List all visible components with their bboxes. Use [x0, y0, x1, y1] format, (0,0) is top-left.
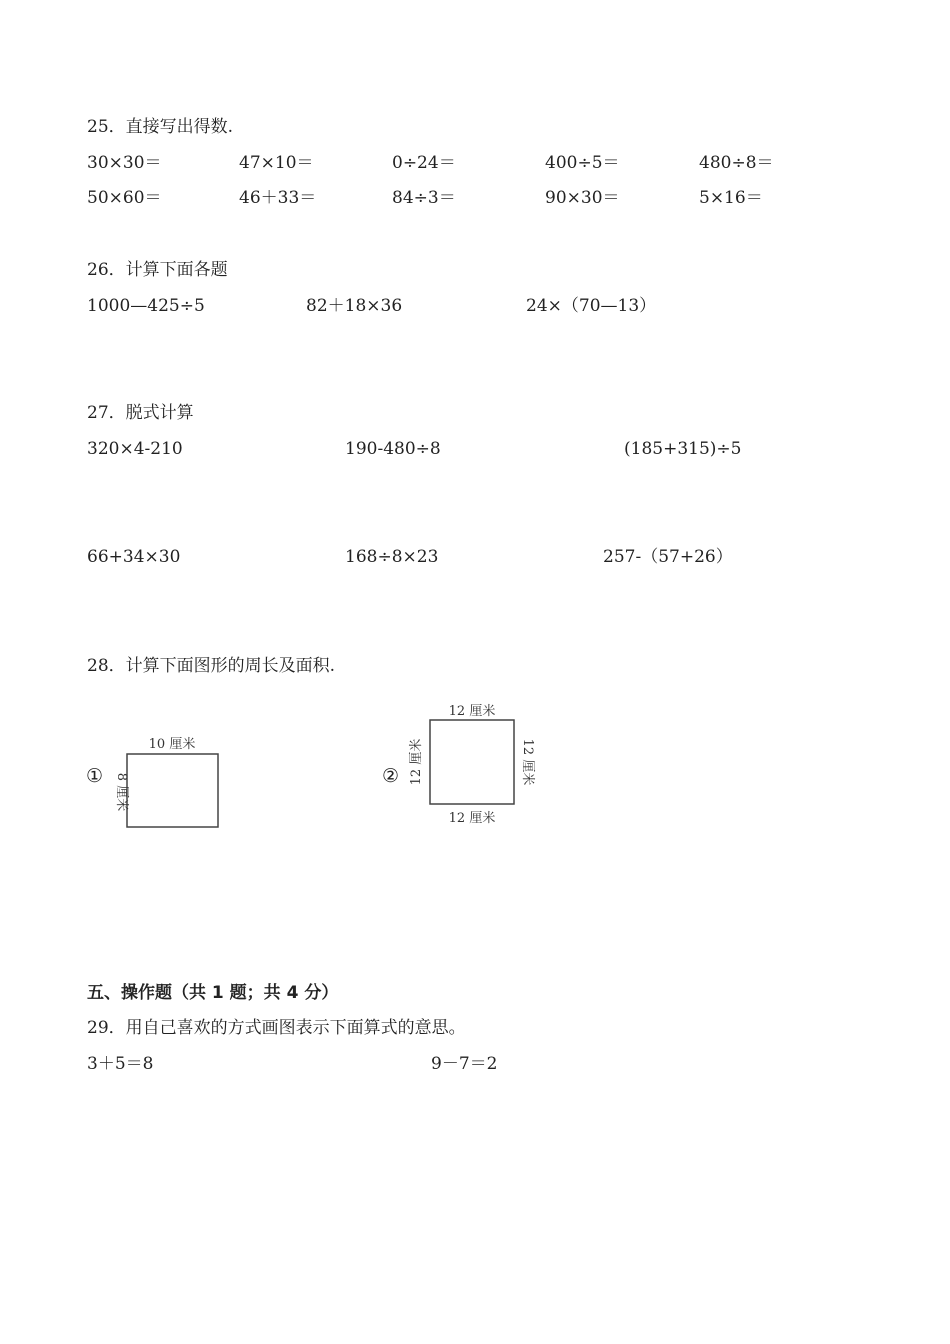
- q25-r1-c1: 30×30＝: [87, 153, 162, 173]
- q27-r1-c1: 320×4-210: [87, 439, 183, 459]
- fig1-marker: ①: [86, 765, 104, 787]
- q26-item-2: 82＋18×36: [306, 296, 403, 316]
- fig1-rectangle: [127, 754, 218, 827]
- fig2-right-label: 12 厘米: [520, 738, 535, 786]
- q28-title: 28．计算下面图形的周长及面积.: [87, 656, 336, 676]
- q25-r2-c4: 90×30＝: [545, 188, 620, 208]
- q27-r2-c1: 66+34×30: [87, 547, 181, 567]
- fig1-side-label: 8 厘米: [114, 772, 129, 812]
- fig2-marker: ②: [382, 765, 400, 787]
- q25-r1-c5: 480÷8＝: [699, 153, 774, 173]
- q25-r2-c1: 50×60＝: [87, 188, 162, 208]
- q26-item-1: 1000—425÷5: [87, 296, 205, 316]
- q25-r1-c2: 47×10＝: [239, 153, 314, 173]
- q27-r2-c3: 257-（57+26）: [603, 547, 733, 567]
- q29-title: 29．用自己喜欢的方式画图表示下面算式的意思。: [87, 1018, 466, 1038]
- q25-title: 25．直接写出得数.: [87, 117, 234, 137]
- fig1-top-label: 10 厘米: [148, 737, 196, 752]
- fig2-left-label: 12 厘米: [409, 738, 424, 786]
- q25-r1-c3: 0÷24＝: [392, 153, 456, 173]
- fig2-bottom-label: 12 厘米: [448, 811, 496, 826]
- q29-item-2: 9－7＝2: [431, 1054, 498, 1074]
- q26-title: 26．计算下面各题: [87, 260, 228, 280]
- q25-r2-c2: 46＋33＝: [239, 188, 317, 208]
- q27-title: 27．脱式计算: [87, 403, 194, 423]
- q27-r1-c3: (185+315)÷5: [624, 439, 742, 459]
- q29-item-1: 3＋5＝8: [87, 1054, 154, 1074]
- q27-r2-c2: 168÷8×23: [345, 547, 439, 567]
- fig2-top-label: 12 厘米: [448, 704, 496, 719]
- fig2-square: [430, 720, 514, 804]
- q26-item-3: 24×（70—13）: [526, 296, 657, 316]
- fig2-square-figure: [402, 698, 542, 830]
- q27-r1-c2: 190-480÷8: [345, 439, 441, 459]
- fig1-rectangle-figure: [100, 728, 230, 836]
- q25-r1-c4: 400÷5＝: [545, 153, 620, 173]
- section5-heading: 五、操作题（共 1 题；共 4 分）: [87, 983, 339, 1003]
- q25-r2-c5: 5×16＝: [699, 188, 763, 208]
- q25-r2-c3: 84÷3＝: [392, 188, 456, 208]
